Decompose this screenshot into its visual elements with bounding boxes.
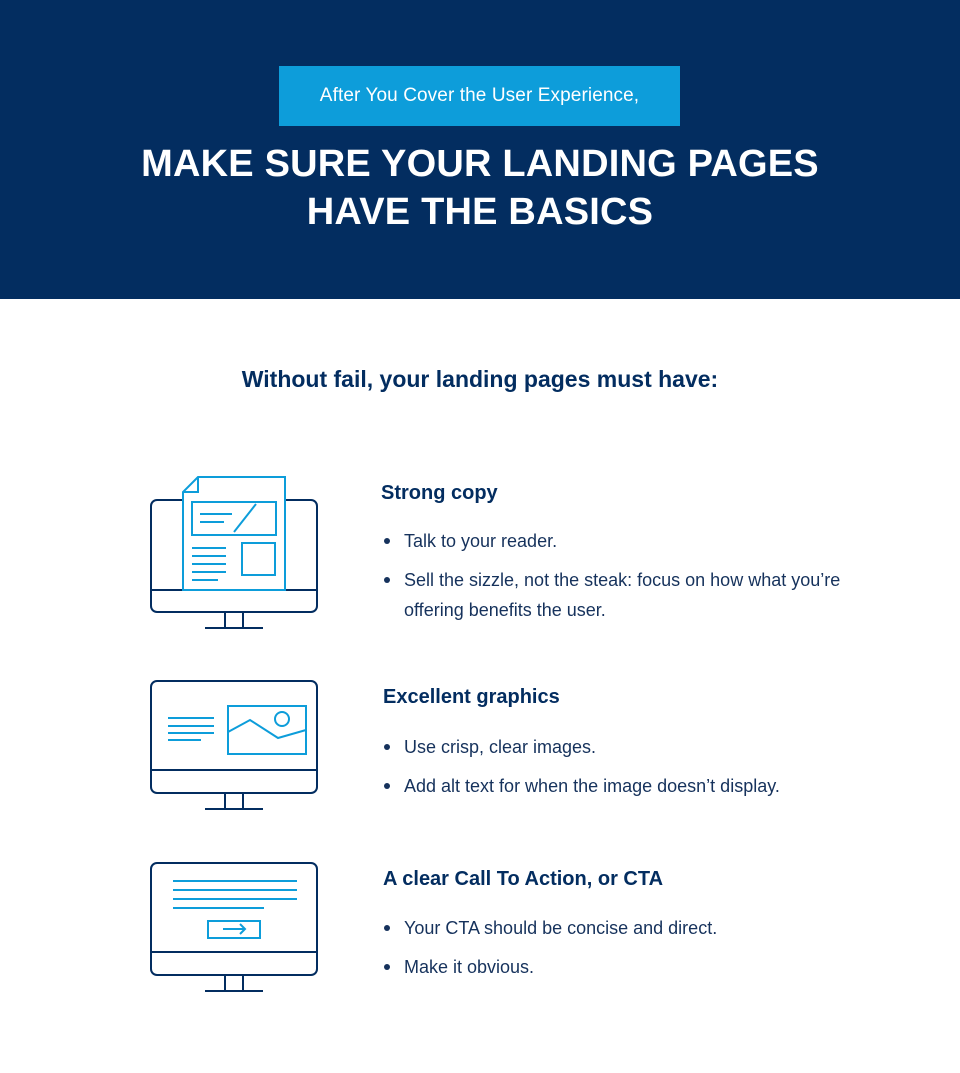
section-title-cta: A clear Call To Action, or CTA <box>383 868 664 890</box>
bullet-list-cta <box>383 913 853 991</box>
list-item: Your CTA should be concise and direct. <box>383 913 853 943</box>
bullet-list-excellent-graphics <box>383 732 853 810</box>
page-title <box>0 140 960 236</box>
intro-heading: Without fail, your landing pages must have: <box>241 366 719 392</box>
list-item: Add alt text for when the image doesn’t display. <box>383 771 853 801</box>
monitor-document-icon <box>146 474 326 639</box>
header-banner <box>0 0 960 299</box>
list-item: Use crisp, clear images. <box>383 732 853 762</box>
page-title-line-2: HAVE THE BASICS <box>306 191 654 233</box>
list-item: Make it obvious. <box>383 952 853 982</box>
monitor-image-icon <box>146 676 326 821</box>
page-title-line-1: MAKE SURE YOUR LANDING PAGES <box>141 143 819 185</box>
monitor-cta-icon <box>146 857 326 1002</box>
section-title-excellent-graphics: Excellent graphics <box>383 686 560 708</box>
list-item: Sell the sizzle, not the steak: focus on how what you’re offering benefits the user. <box>383 565 853 625</box>
bullet-list-strong-copy <box>383 526 853 634</box>
eyebrow-label: After You Cover the User Experience, <box>279 66 680 126</box>
list-item: Talk to your reader. <box>383 526 853 556</box>
section-title-strong-copy: Strong copy <box>381 482 498 504</box>
